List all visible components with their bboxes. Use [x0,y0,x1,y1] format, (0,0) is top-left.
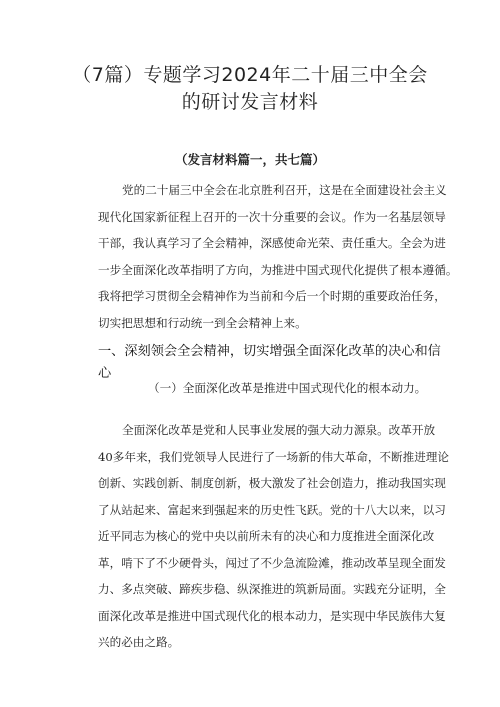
document-subtitle: （发言材料篇一，共七篇） [174,152,325,167]
intro-line: 现代化国家新征程上召开的一次十分重要的会议。作为一名基层领导 [98,209,446,224]
title-line-1: （7篇）专题学习2024年二十届三中全会 [72,64,428,86]
body-line: 面深化改革是推进中国式现代化的根本动力，是实现中华民族伟大复 [98,608,446,623]
section-heading-line: 心 [98,366,112,381]
intro-paragraph [98,177,458,336]
subsection-heading: （一）全面深化改革是推进中国式现代化的根本动力。 [148,381,427,395]
section-heading-line: 一、深刻领会全会精神，切实增强全面深化改革的决心和信 [98,344,441,359]
body-line: 力、多点突破、蹄疾步稳、纵深推进的筑新局面。实践充分证明，全 [98,582,446,596]
intro-line: 我将把学习贯彻全会精神作为当前和今后一个时期的重要政治任务， [98,289,446,303]
body-line: 近平同志为核心的党中央以前所未有的决心和力度推进全面深化改 [98,529,435,543]
intro-line: 党的二十届三中全会在北京胜利召开，这是在全面建设社会主义 [122,183,447,197]
body-line: 40多年来，我们党领导人民进行了一场新的伟大革命，不断推进理论 [98,449,449,464]
body-line: 了从站起来、富起来到强起来的历史性飞跃。党的十八大以来，以习 [98,502,446,517]
body-line: 革，啃下了不少硬骨头，闯过了不少急流险滩，推动改革呈现全面发 [98,555,446,570]
intro-line: 切实把思想和行动统一到全会精神上来。 [98,315,307,330]
body-paragraph [98,417,449,656]
title-line-2: 的研讨发言材料 [181,91,319,113]
body-line: 创新、实践创新、制度创新，极大激发了社会创造力，推动我国实现 [98,476,446,490]
intro-line: 一步全面深化改革指明了方向，为推进中国式现代化提供了根本遵循。 [98,262,458,277]
section-heading [98,341,448,385]
body-line: 兴的必由之路。 [98,635,180,649]
intro-line: 干部，我认真学习了全会精神，深感使命光荣、责任重大。全会为进 [98,236,446,250]
document-title [0,62,500,116]
body-line: 全面深化改革是党和人民事业发展的强大动力源泉。改革开放 [122,423,436,437]
